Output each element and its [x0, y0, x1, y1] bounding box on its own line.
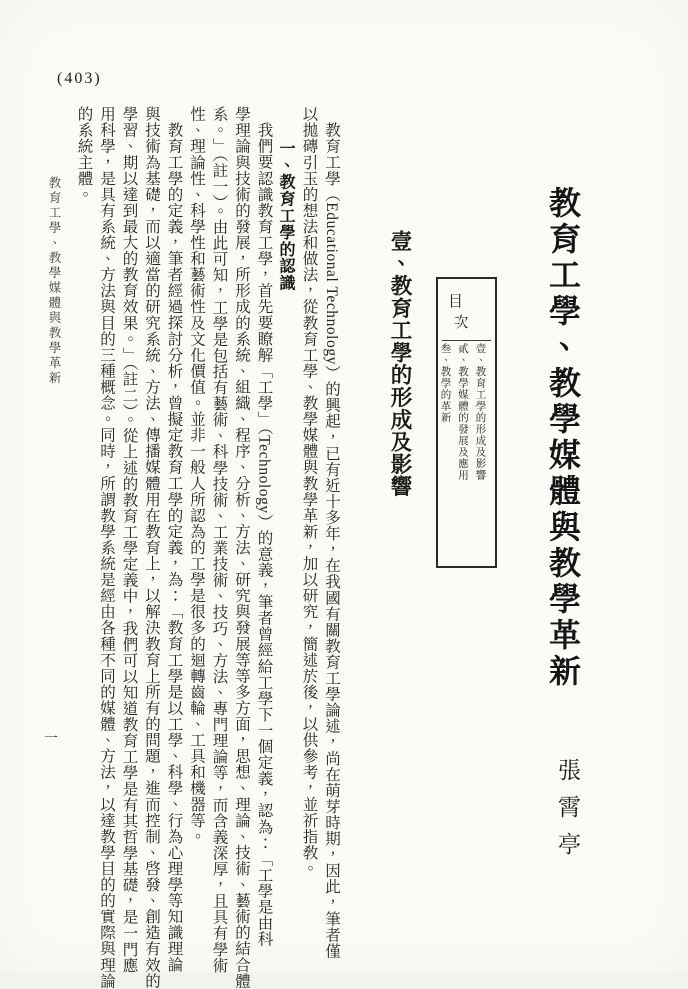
author-name: 張霄亭 — [555, 758, 580, 869]
body-column: 用科學，是具有系統、方法與目的三種概念。同時，所謂教學系統是經由各種不同的媒體、方法，以達教學目的的實際與理論 — [98, 106, 115, 989]
body-column: 學理論與技術的發展，所形成的系統、組織、程序、分析、方法、研究與發展等等多方面，思想、理論、技術、藝術的結合體 — [233, 106, 250, 989]
page-number-bottom: 一 — [44, 732, 58, 747]
subsection-heading: 一、教育工學的認識 — [277, 140, 294, 292]
body-column: 教育工學（Educational Technology）的興起，已有近十多年，在我國有關教育工學論述，尚在萌芽時期，因此，筆者僅 — [323, 122, 340, 959]
toc-item: 叁、教學的革新 — [439, 343, 451, 424]
body-column: 我們要認識教育工學，首先要瞭解「工學」（Technology）的意義，筆者曾經給工學下一個定義，認為：「工學是由科 — [255, 122, 273, 948]
toc-box — [436, 277, 497, 568]
body-column: 系。」（註一）。由此可知，工學是包括有藝術、科學技術、工業技術、技巧、方法、專門理論等，而含義深厚，且具有學術 — [210, 106, 228, 974]
article-title: 教育工學、教學媒體與教學革新 — [545, 186, 581, 690]
body-column: 與技術為基礎，而以適當的研究系統、方法、傳播媒體用在教育上，以解決教育上所有的問題，進而控制、啓發、創造有效的 — [143, 106, 160, 989]
body-column: 學習、期以達到最大的教育效果。」（註二）。從上述的教育工學定義中，我們可以知道教育工學是有其哲學基礎，是一門應 — [120, 106, 138, 974]
toc-item: 壹、教育工學的形成及影響 — [474, 343, 486, 481]
page-number-top: (403) — [57, 70, 102, 87]
toc-item: 貳、教學媒體的發展及應用 — [457, 343, 468, 481]
toc-items — [438, 333, 495, 566]
body-column: 以拋磚引玉的想法和做法，從教育工學、教學媒體與教學革新，加以研究，簡述於後，以供參考，並祈指敎。 — [300, 106, 318, 877]
section-heading: 壹、教育工學的形成及影響 — [388, 230, 412, 498]
margin-running-title: 教育工學、教學媒體與教學革新 — [47, 176, 61, 386]
body-column: 教育工學的定義，筆者經過探討分析，曾擬定教育工學的定義，為：「教育工學是以工學、科學、行為心理學等知識理論 — [165, 122, 183, 973]
toc-header: 目次 — [447, 294, 480, 331]
body-column: 性、理論性、科學性和藝術性及文化價值。並非一般人所認為的工學是很多的迴轉齒輪、工具和機器等。 — [188, 106, 205, 845]
body-column: 的系統主體。 — [75, 106, 93, 203]
